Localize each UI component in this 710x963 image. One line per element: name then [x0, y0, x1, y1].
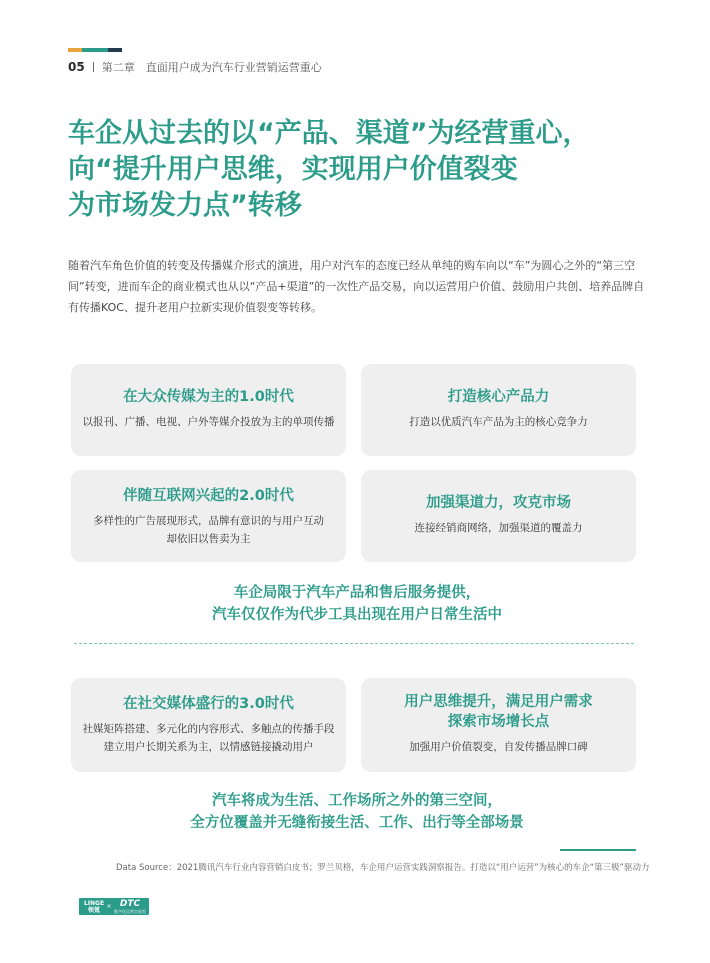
card-product — [361, 364, 636, 456]
header-separator — [93, 62, 94, 72]
dtc-logo-sub: 数字化运营实验室 — [114, 908, 146, 914]
card-body: 打造以优质汽车产品为主的核心竞争力 — [409, 416, 588, 428]
card-era-2 — [71, 470, 346, 562]
linge-logo — [79, 900, 106, 914]
card-body: 以报刊、广播、电视、户外等媒介投放为主的单项传播 — [82, 416, 335, 428]
data-source-note: Data Source：2021腾讯汽车行业内容营销白皮书；罗兰贝格，车企用户运营实践洞察报告。打造以“用户运营”为核心的车企“第三极”驱动力 — [116, 863, 650, 873]
logo-separator: × — [106, 903, 112, 910]
dtc-logo-text: DTC — [119, 898, 141, 909]
page-number: 05 — [68, 60, 85, 74]
card-title: 伴随互联网兴起的2.0时代 — [123, 488, 294, 504]
card-title: 用户思维提升，满足用户需求 探索市场增长点 — [404, 694, 593, 730]
header-accent-bar — [68, 48, 122, 52]
card-body: 连接经销商网络，加强渠道的覆盖力 — [414, 522, 583, 534]
title-line-3: 为市场发力点”转移 — [68, 190, 302, 221]
card-body-line-1: 多样性的广告展现形式，品牌有意识的与用户互动 — [93, 515, 324, 527]
card-title: 打造核心产品力 — [447, 389, 550, 405]
card-title: 加强渠道力，攻克市场 — [426, 495, 571, 511]
card-body-line-2: 建立用户长期关系为主，以情感链接撬动用户 — [103, 741, 314, 753]
title-line-2: 向“提升用户思维，实现用户价值裂变 — [68, 154, 518, 185]
linge-logo-text: LINGE — [83, 899, 105, 907]
footer-logo — [79, 898, 149, 915]
card-era-3 — [71, 678, 346, 772]
summary-after — [68, 790, 646, 834]
summary-before-line-2: 汽车仅仅作为代步工具出现在用户日常生活中 — [212, 607, 502, 623]
card-body: 加强用户价值裂变，自发传播品牌口碑 — [409, 741, 588, 753]
card-body-line-1: 社媒矩阵搭建、多元化的内容形式、多触点的传播手段 — [82, 723, 335, 735]
card-user-thinking — [361, 678, 636, 772]
summary-after-line-2: 全方位覆盖并无缝衔接生活、工作、出行等全部场景 — [190, 815, 524, 831]
summary-after-line-1: 汽车将成为生活、工作场所之外的第三空间， — [212, 793, 502, 809]
intro-paragraph: 随着汽车角色价值的转变及传播媒介形式的演进，用户对汽车的态度已经从单纯的购车向以“车”为圆心之外的“第三空间”转变，进而车企的商业模式也从以“产品+渠道”的一次性产品交易，向以运营用户价值、鼓励用户共创、培养品牌自有传播KOC、提升老用户拉新实现价值裂变等转移。 — [68, 259, 645, 314]
chapter-title: 第二章 直面用户成为汽车行业营销运营重心 — [101, 61, 322, 74]
card-channel — [361, 470, 636, 562]
linge-logo-cn: 领氪 — [87, 906, 100, 914]
card-body-line-2: 却依旧以售卖为主 — [166, 533, 251, 545]
dashed-divider — [74, 643, 634, 644]
summary-before — [68, 582, 646, 626]
page-header — [68, 59, 322, 75]
source-accent-line — [560, 849, 636, 851]
page-title — [68, 116, 590, 224]
card-era-1 — [71, 364, 346, 456]
card-title: 在大众传媒为主的1.0时代 — [123, 389, 294, 405]
card-title: 在社交媒体盛行的3.0时代 — [123, 696, 294, 712]
dtc-logo — [112, 900, 148, 914]
summary-before-line-1: 车企局限于汽车产品和售后服务提供， — [233, 585, 481, 601]
title-line-1: 车企从过去的以“产品、渠道”为经营重心， — [68, 118, 590, 149]
